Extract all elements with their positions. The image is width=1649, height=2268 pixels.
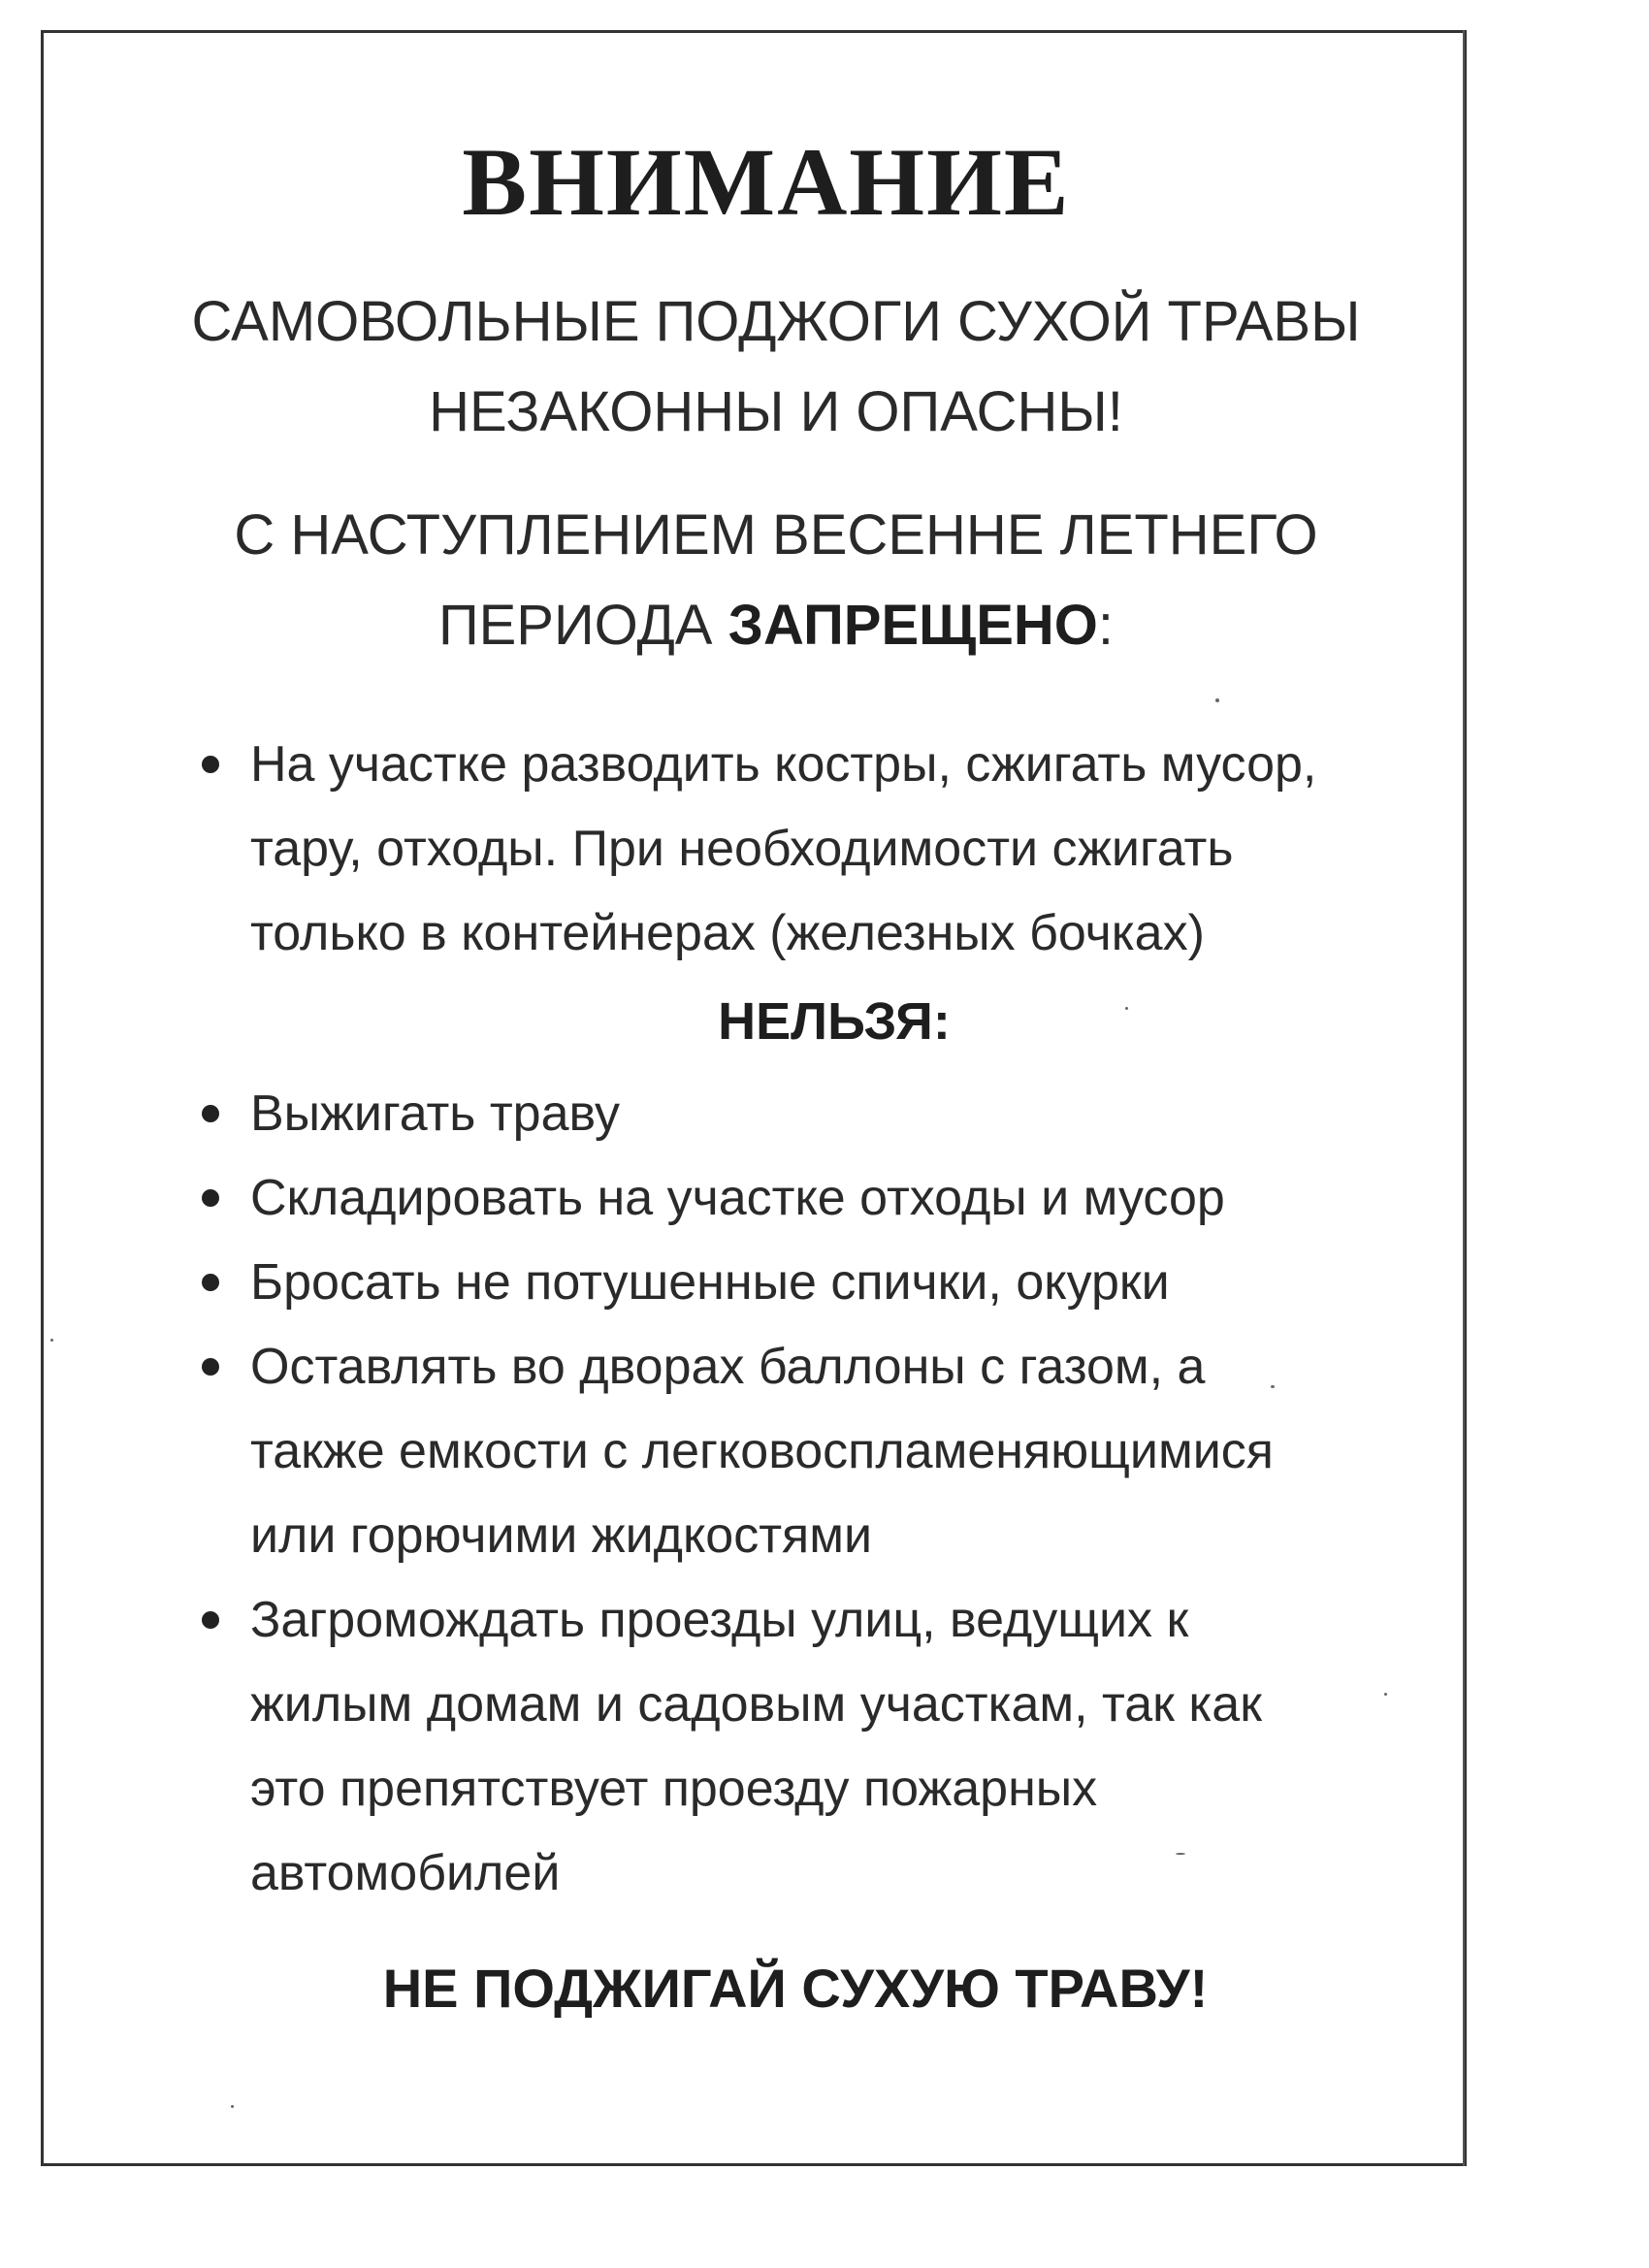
item-line: Складировать на участке отходы и мусор xyxy=(250,1170,1225,1226)
scan-speck xyxy=(1384,1693,1387,1696)
notice-subtitle xyxy=(0,276,1552,457)
bullet-icon xyxy=(202,1105,219,1122)
period-line-1: С НАСТУПЛЕНИЕМ ВЕСЕННЕ ЛЕТНЕГО xyxy=(234,503,1318,567)
scan-speck xyxy=(50,1339,53,1342)
scan-speck xyxy=(231,2105,234,2108)
item-line: или горючими жидкостями xyxy=(250,1507,872,1564)
bullet-icon xyxy=(202,756,219,773)
item-line: также емкости с легковоспламеняющимися xyxy=(250,1423,1274,1479)
cannot-list xyxy=(0,1072,1416,1916)
list-item xyxy=(0,723,1416,976)
subtitle-line-1: САМОВОЛЬНЫЕ ПОДЖОГИ СУХОЙ ТРАВЫ xyxy=(191,290,1361,353)
scan-speck xyxy=(1125,1007,1128,1010)
list-item xyxy=(0,1156,1416,1241)
item-line: На участке разводить костры, сжигать мусор, xyxy=(250,736,1317,793)
scan-speck xyxy=(1271,1385,1275,1388)
notice-title: ВНИМАНИЕ xyxy=(462,128,1071,236)
list-item xyxy=(0,1241,1416,1325)
period-statement xyxy=(0,490,1552,670)
item-line: Выжигать траву xyxy=(250,1085,620,1142)
item-line: Бросать не потушенные спички, окурки xyxy=(250,1254,1170,1311)
list-item xyxy=(0,1072,1416,1156)
bullet-icon xyxy=(202,1611,219,1629)
scan-speck xyxy=(1176,1853,1185,1855)
bullet-icon xyxy=(202,1189,219,1207)
period-prefix: ПЕРИОДА xyxy=(437,594,728,657)
item-line: это препятствует проезду пожарных xyxy=(250,1761,1098,1817)
bullet-icon xyxy=(202,1274,219,1291)
closing-slogan: НЕ ПОДЖИГАЙ СУХУЮ ТРАВУ! xyxy=(382,1958,1209,2019)
item-line: только в контейнерах (железных бочках) xyxy=(250,905,1205,961)
cannot-heading: НЕЛЬЗЯ: xyxy=(718,992,951,1051)
item-line: автомобилей xyxy=(250,1845,561,1901)
item-line: тару, отходы. При необходимости сжигать xyxy=(250,821,1234,877)
bullet-icon xyxy=(202,1358,219,1376)
list-item xyxy=(0,1325,1416,1578)
item-line: Оставлять во дворах баллоны с газом, а xyxy=(250,1339,1206,1395)
period-line-2 xyxy=(0,580,1552,670)
item-line: жилым домам и садовым участкам, так как xyxy=(250,1676,1262,1733)
subtitle-line-2: НЕЗАКОННЫ И ОПАСНЫ! xyxy=(429,380,1123,443)
scan-speck xyxy=(1215,698,1219,702)
item-line: Загромождать проезды улиц, ведущих к xyxy=(250,1592,1189,1648)
forbidden-list xyxy=(0,723,1416,976)
period-suffix: : xyxy=(1097,594,1115,657)
forbidden-word: ЗАПРЕЩЕНО xyxy=(728,594,1098,657)
list-item xyxy=(0,1578,1416,1916)
